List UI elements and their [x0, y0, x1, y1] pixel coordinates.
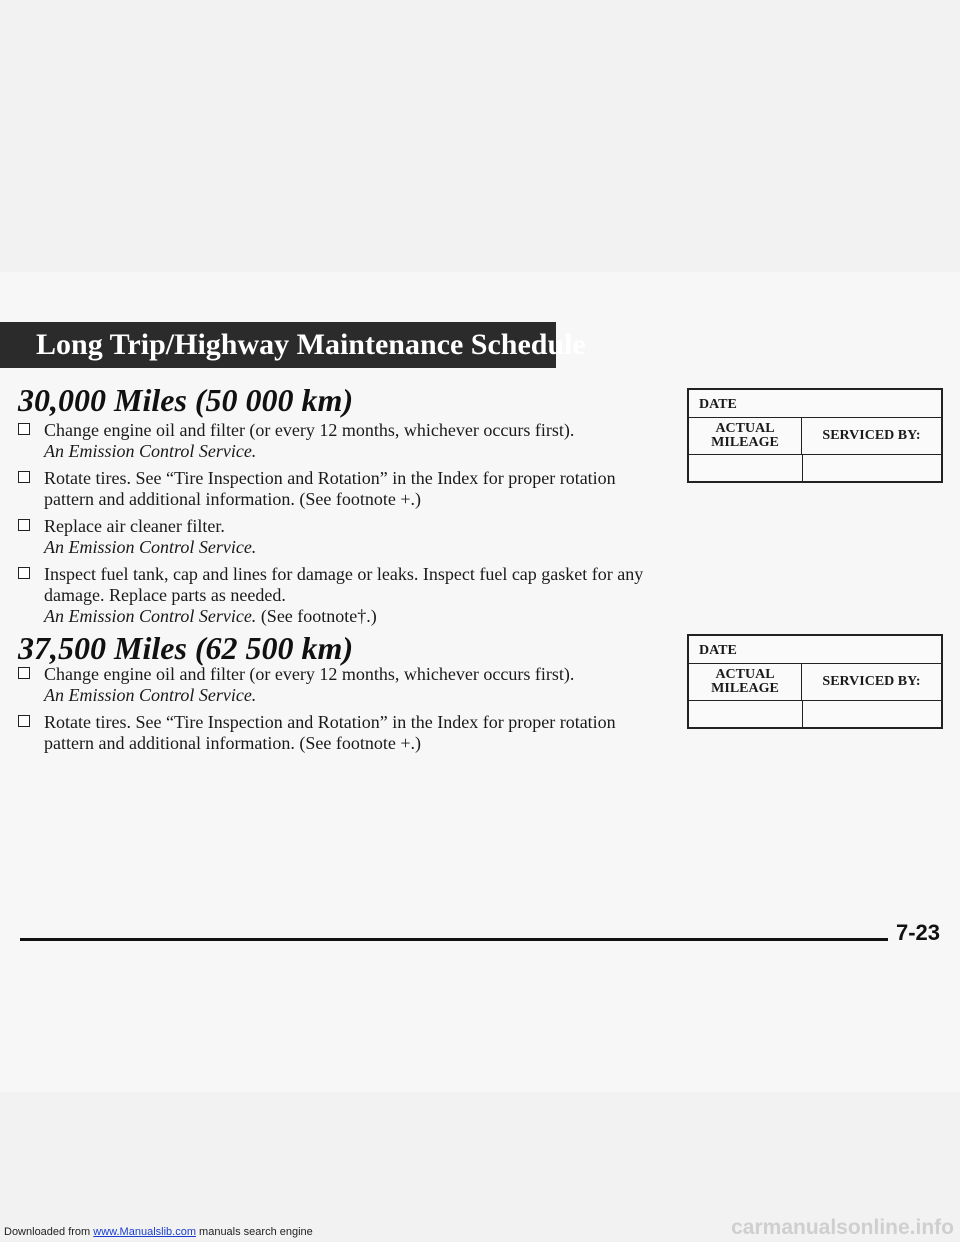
checklist-item — [18, 420, 658, 462]
checkbox-icon[interactable] — [18, 715, 30, 727]
checklist-item — [18, 516, 658, 558]
table-header-row — [689, 418, 941, 455]
table-entry-row — [689, 701, 941, 727]
section-heading-30000: 30,000 Miles (50 000 km) — [18, 382, 354, 418]
section-items-30000 — [18, 420, 658, 633]
item-text: Replace air cleaner filter. — [44, 516, 225, 536]
checkbox-icon[interactable] — [18, 667, 30, 679]
download-footer: Downloaded from www.Manualslib.com manuals search engine — [4, 1226, 313, 1238]
page-number: 7-23 — [896, 920, 941, 945]
checklist-item — [18, 468, 658, 510]
section-items-37500 — [18, 664, 658, 760]
service-record-table — [687, 634, 943, 729]
page-rule — [20, 938, 888, 941]
item-note: An Emission Control Service. — [44, 685, 257, 705]
section-heading-37500: 37,500 Miles (62 500 km) — [18, 630, 354, 666]
site-watermark: carmanualsonline.info — [731, 1216, 954, 1239]
item-text: Rotate tires. See “Tire Inspection and Rotation” in the Index for proper rotation pattern and additional information. (See footnote +.) — [44, 468, 616, 509]
actual-mileage-header: ACTUAL MILEAGE — [689, 664, 802, 700]
item-note: An Emission Control Service. — [44, 441, 257, 461]
footnote-ref: (See footnote†.) — [256, 606, 377, 626]
checklist-item — [18, 712, 658, 754]
mileage-entry-cell[interactable] — [689, 455, 803, 481]
manualslib-link[interactable]: www.Manualslib.com — [93, 1226, 196, 1238]
checkbox-icon[interactable] — [18, 519, 30, 531]
item-note: An Emission Control Service. — [44, 537, 257, 557]
table-header-row — [689, 664, 941, 701]
item-text: Change engine oil and filter (or every 12 months, whichever occurs first). — [44, 664, 575, 684]
checkbox-icon[interactable] — [18, 423, 30, 435]
mileage-entry-cell[interactable] — [689, 701, 803, 727]
checklist-item — [18, 564, 658, 627]
item-text: Inspect fuel tank, cap and lines for damage or leaks. Inspect fuel cap gasket for any damage. Replace parts as needed. — [44, 564, 644, 605]
table-entry-row — [689, 455, 941, 481]
schedule-banner: Long Trip/Highway Maintenance Schedule — [0, 322, 556, 368]
date-cell[interactable]: DATE — [689, 390, 941, 418]
serviced-by-header: SERVICED BY: — [822, 428, 921, 443]
actual-mileage-header: ACTUAL MILEAGE — [689, 418, 802, 454]
checkbox-icon[interactable] — [18, 471, 30, 483]
serviced-by-header: SERVICED BY: — [822, 674, 921, 689]
item-note: An Emission Control Service. (See footnote†.) — [44, 606, 377, 626]
date-cell[interactable]: DATE — [689, 636, 941, 664]
item-text: Rotate tires. See “Tire Inspection and Rotation” in the Index for proper rotation pattern and additional information. (See footnote +.) — [44, 712, 616, 753]
checklist-item — [18, 664, 658, 706]
service-record-table — [687, 388, 943, 483]
checkbox-icon[interactable] — [18, 567, 30, 579]
item-text: Change engine oil and filter (or every 12 months, whichever occurs first). — [44, 420, 575, 440]
